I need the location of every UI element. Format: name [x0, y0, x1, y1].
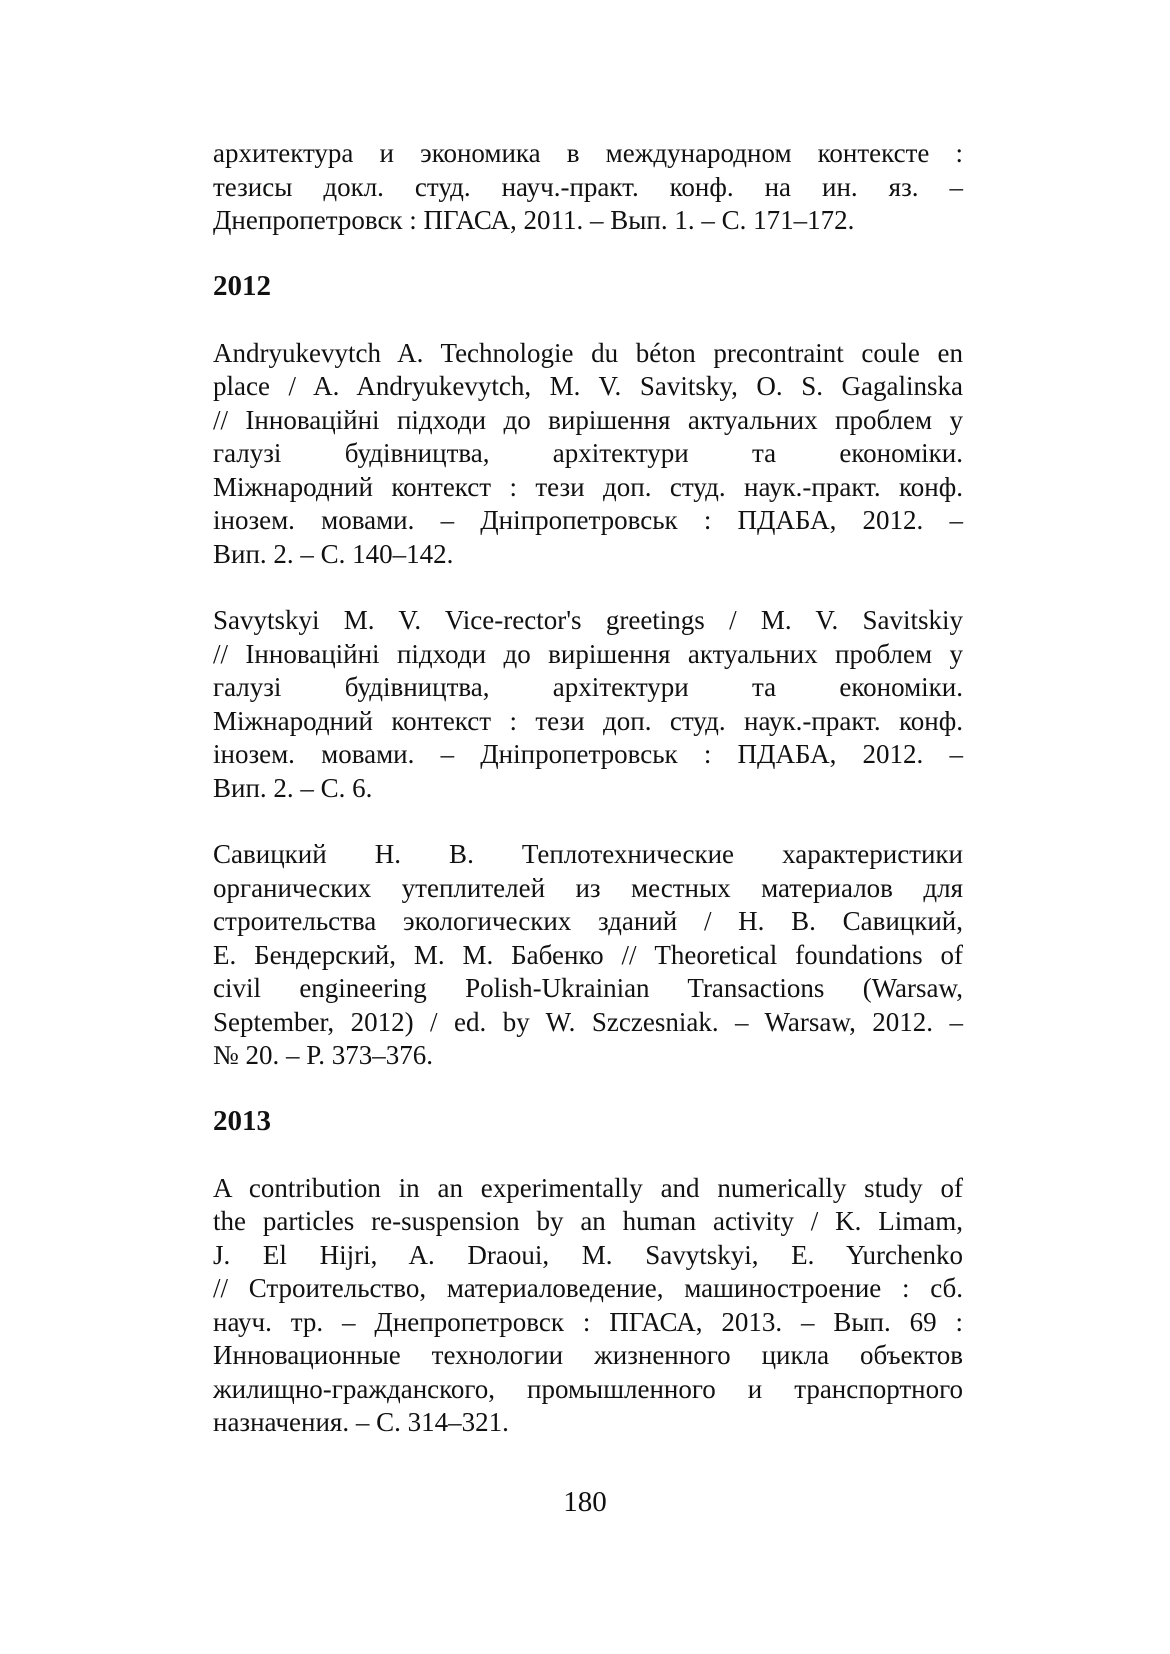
entry-line: Вип. 2. – С. 6.: [213, 772, 373, 803]
bibliography-entry: [213, 337, 963, 572]
entry-line: Savytskyi M. V. Vice-rector's greetings / M. V. Savitskiy: [213, 605, 963, 635]
year-heading-2013: 2013: [213, 1104, 271, 1137]
entry-line: // Строительство, материаловедение, машиностроение : сб.: [213, 1273, 963, 1303]
entry-line: // Інноваційні підходи до вирішення актуальних проблем у: [213, 404, 963, 435]
entry-line: тезисы докл. студ. науч.-практ. конф. на ин. яз. –: [213, 171, 963, 202]
entry-line: Andryukevytch A. Technologie du béton precontraint coule en: [213, 337, 963, 368]
entry-line: Савицкий Н. В. Теплотехнические характеристики: [213, 839, 963, 869]
page-number: 180: [563, 1486, 607, 1518]
page-content: [213, 137, 963, 1440]
entry-line: галузі будівництва, архітектури та економіки.: [213, 438, 963, 468]
entry-line: civil engineering Polish-Ukrainian Transactions (Warsaw,: [213, 973, 963, 1003]
entry-line: № 20. – P. 373–376.: [213, 1040, 434, 1070]
bibliography-entry: [213, 838, 963, 1073]
entry-line: A contribution in an experimentally and numerically study of: [213, 1172, 963, 1203]
entry-line: назначения. – С. 314–321.: [213, 1407, 509, 1437]
entry-line: J. El Hijri, A. Draoui, M. Savytskyi, E. Yurchenko: [213, 1239, 963, 1270]
bibliography-entry-continued: [213, 137, 963, 238]
entry-line: органических утеплителей из местных материалов для: [213, 872, 963, 903]
entry-line: жилищно-гражданского, промышленного и транспортного: [213, 1373, 963, 1404]
entry-line: the particles re-suspension by an human activity / K. Limam,: [213, 1206, 963, 1236]
entry-line: September, 2012) / ed. by W. Szczesniak. – Warsaw, 2012. –: [213, 1006, 963, 1037]
entry-line: галузі будівництва, архітектури та економіки.: [213, 672, 963, 702]
entry-line: інозем. мовами. – Дніпропетровськ : ПДАБА, 2012. –: [213, 739, 963, 769]
entry-line: Вип. 2. – С. 140–142.: [213, 538, 454, 569]
entry-line: place / A. Andryukevytch, M. V. Savitsky, O. S. Gagalinska: [213, 371, 963, 401]
bibliography-entry: [213, 1172, 963, 1440]
entry-line: строительства экологических зданий / Н. В. Савицкий,: [213, 906, 963, 936]
entry-line: Днепропетровск : ПГАСА, 2011. – Вып. 1. – С. 171–172.: [213, 205, 855, 235]
entry-line: Инновационные технологии жизненного цикла объектов: [213, 1340, 963, 1370]
entry-line: науч. тр. – Днепропетровск : ПГАСА, 2013. – Вып. 69 :: [213, 1306, 963, 1337]
year-heading-2012: 2012: [213, 269, 271, 302]
entry-line: Міжнародний контекст : тези доп. студ. наук.-практ. конф.: [213, 471, 963, 502]
entry-line: інозем. мовами. – Дніпропетровськ : ПДАБА, 2012. –: [213, 505, 963, 535]
bibliography-entry: [213, 604, 963, 805]
entry-line: Міжнародний контекст : тези доп. студ. наук.-практ. конф.: [213, 705, 963, 736]
entry-line: // Інноваційні підходи до вирішення актуальних проблем у: [213, 638, 963, 669]
entry-line: архитектура и экономика в международном контексте :: [213, 138, 963, 168]
entry-line: Е. Бендерский, М. М. Бабенко // Theoretical foundations of: [213, 939, 963, 970]
